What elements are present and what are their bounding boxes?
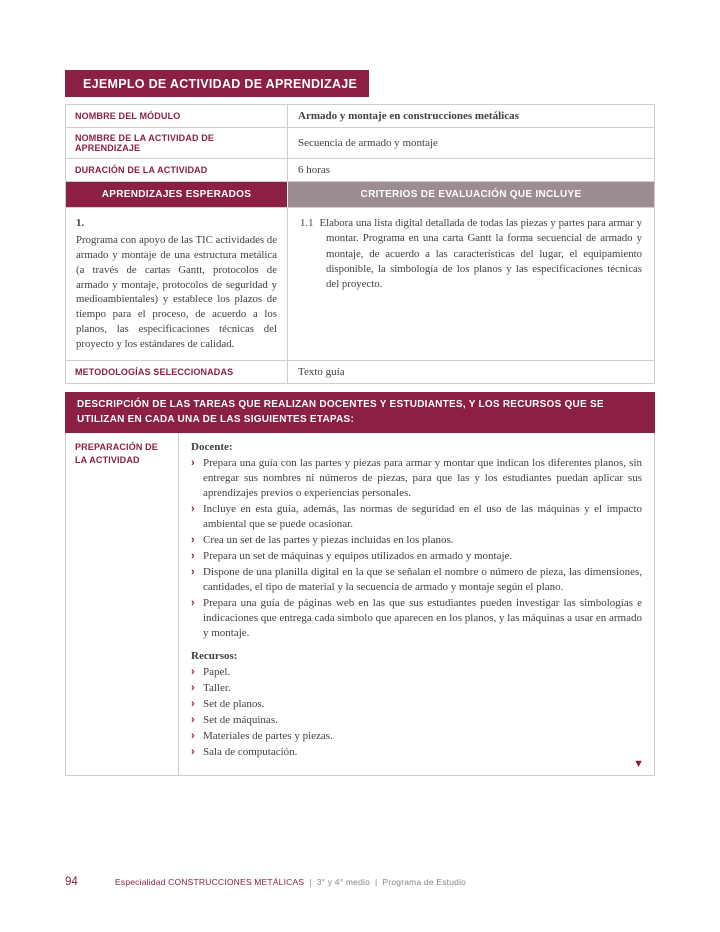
methodologies-value: Texto guía bbox=[298, 366, 345, 379]
bullet-icon: › bbox=[191, 457, 195, 470]
document-content bbox=[65, 70, 655, 776]
preparation-label: PREPARACIÓN DE LA ACTIVIDAD bbox=[66, 433, 179, 775]
activity-example-title-banner bbox=[65, 70, 369, 97]
bullet-icon: › bbox=[191, 666, 195, 679]
footer-grade: 3° y 4° medio bbox=[316, 877, 371, 887]
activity-name-row bbox=[66, 128, 654, 159]
bullet-icon: › bbox=[191, 698, 195, 711]
duration-value: 6 horas bbox=[298, 164, 331, 176]
module-name-label: NOMBRE DEL MÓDULO bbox=[66, 105, 288, 127]
teacher-task-list bbox=[191, 456, 642, 640]
bullet-icon: › bbox=[191, 730, 195, 743]
list-item-text: Incluye en esta guía, además, las normas de seguridad en el uso de las máquinas y el impacto ambiental que se puede ocasionar. bbox=[203, 502, 642, 530]
list-item-text: Set de planos. bbox=[203, 698, 265, 711]
preparation-table bbox=[65, 433, 655, 776]
bullet-icon: › bbox=[191, 549, 195, 562]
activity-name-label: NOMBRE DE LA ACTIVIDAD DE APRENDIZAJE bbox=[66, 128, 288, 158]
duration-row bbox=[66, 159, 654, 182]
expected-learning-number: 1. bbox=[76, 217, 85, 229]
module-name-row bbox=[66, 105, 654, 128]
bullet-icon: › bbox=[191, 596, 195, 609]
activity-info-table bbox=[65, 104, 655, 384]
list-item bbox=[191, 665, 642, 680]
expected-learning-cell bbox=[66, 208, 288, 360]
page-number: 94 bbox=[65, 876, 78, 888]
evaluation-criterion bbox=[300, 216, 642, 293]
list-item bbox=[191, 565, 642, 595]
list-item-text: Crea un set de las partes y piezas incluidas en los planos. bbox=[203, 533, 454, 546]
footer-text bbox=[115, 877, 466, 887]
footer-program: Programa de Estudio bbox=[382, 877, 467, 887]
list-item bbox=[191, 549, 642, 564]
activity-example-title: EJEMPLO DE ACTIVIDAD DE APRENDIZAJE bbox=[83, 76, 358, 91]
criterion-number: 1.1 bbox=[300, 217, 314, 229]
evaluation-criteria-header: CRITERIOS DE EVALUACIÓN QUE INCLUYE bbox=[288, 182, 654, 207]
preparation-content bbox=[179, 433, 654, 775]
list-item-text: Prepara una guía de páginas web en las que sus estudiantes pueden investigar las simbologías e indicaciones que entrega cada símbolo que aparecen en los planos, y las máquinas a usar en armado y montaje. bbox=[203, 596, 642, 639]
list-item bbox=[191, 596, 642, 641]
criteria-header-row bbox=[66, 182, 654, 208]
continuation-arrow-icon: ▼ bbox=[633, 758, 644, 771]
bullet-icon: › bbox=[191, 746, 195, 759]
list-item-text: Set de máquinas. bbox=[203, 714, 278, 727]
page-footer bbox=[65, 876, 655, 888]
list-item bbox=[191, 681, 642, 696]
list-item bbox=[191, 456, 642, 501]
methodologies-row bbox=[66, 361, 654, 384]
resources-list bbox=[191, 665, 642, 760]
expected-learning-text: Programa con apoyo de las TIC actividades de armado y montaje de una estructura metálica (a través de cartas Gantt, protocolos de armado y montaje, protocolos de seguridad y medioambientales) y establece los plazos de tiempo para el proceso, de acuerdo a los planos, las especificaciones técnicas del proyecto y los estándares de calidad. bbox=[76, 233, 277, 351]
teacher-heading: Docente: bbox=[191, 441, 233, 454]
bullet-icon: › bbox=[191, 533, 195, 546]
list-item-text: Materiales de partes y piezas. bbox=[203, 730, 333, 743]
tasks-description-banner: DESCRIPCIÓN DE LAS TAREAS QUE REALIZAN DOCENTES Y ESTUDIANTES, Y LOS RECURSOS QUE SE UTILIZAN EN CADA UNA DE LAS SIGUIENTES ETAPAS: bbox=[65, 392, 655, 433]
footer-separator: | bbox=[309, 877, 312, 887]
list-item-text: Papel. bbox=[203, 666, 231, 679]
list-item bbox=[191, 745, 642, 760]
expected-learnings-header: APRENDIZAJES ESPERADOS bbox=[66, 182, 288, 207]
list-item bbox=[191, 502, 642, 532]
list-item bbox=[191, 729, 642, 744]
footer-specialty: Especialidad CONSTRUCCIONES METÁLICAS bbox=[115, 877, 305, 887]
list-item-text: Prepara una guía con las partes y piezas para armar y montar que indican los diferentes planos, sin entregar sus nombres ni números de piezas, para que las y los estudiantes puedan aplicar sus aprendizajes previos o experiencias personales. bbox=[203, 457, 642, 499]
list-item bbox=[191, 533, 642, 548]
footer-separator: | bbox=[375, 877, 378, 887]
criterion-text: Elabora una lista digital detallada de todas las piezas y partes para armar y montar. Programa en una carta Gantt la forma secuencial de armado y montaje, de acuerdo a las características del lugar, el equipamiento disponible, la simbología de los planos y las especificaciones técnicas del proyecto. bbox=[319, 217, 642, 291]
module-name-value: Armado y montaje en construcciones metálicas bbox=[298, 110, 519, 122]
list-item-text: Taller. bbox=[203, 682, 231, 695]
methodologies-label: METODOLOGÍAS SELECCIONADAS bbox=[66, 361, 288, 383]
bullet-icon: › bbox=[191, 682, 195, 695]
evaluation-criteria-cell bbox=[288, 208, 654, 360]
resources-heading: Recursos: bbox=[191, 650, 238, 663]
bullet-icon: › bbox=[191, 565, 195, 578]
duration-label: DURACIÓN DE LA ACTIVIDAD bbox=[66, 159, 288, 181]
bullet-icon: › bbox=[191, 714, 195, 727]
list-item-text: Sala de computación. bbox=[203, 746, 298, 759]
list-item-text: Prepara un set de máquinas y equipos utilizados en armado y montaje. bbox=[203, 549, 513, 562]
bullet-icon: › bbox=[191, 502, 195, 515]
list-item-text: Dispone de una planilla digital en la que se señalan el nombre o número de pieza, las dimensiones, cantidades, el tipo de material y la secuencia de armado y montaje según el plano. bbox=[203, 565, 642, 593]
activity-name-value: Secuencia de armado y montaje bbox=[298, 137, 438, 149]
list-item bbox=[191, 713, 642, 728]
list-item bbox=[191, 697, 642, 712]
criteria-content-row bbox=[66, 208, 654, 361]
